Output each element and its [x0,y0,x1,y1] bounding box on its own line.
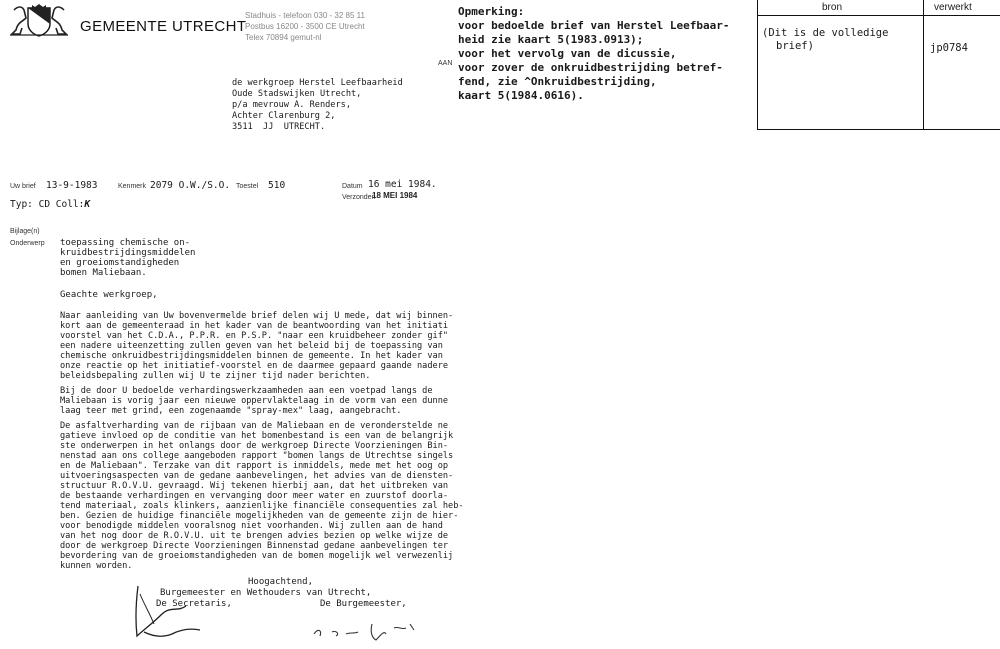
p1-line-2: kort aan de gemeenteraad in het kader van de beantwoording van het initiati [60,321,449,331]
p2-line-2: Maliebaan is vorig jaar een nieuwe oppervlaktelaag in de vorm van een dunne [60,396,449,406]
p3-line-5: en de Maliebaan". Terzake van dit rapport is inmiddels, mede met het oog op [60,461,449,471]
kenmerk-value: 2079 O.W./S.O. [150,180,231,191]
remark-line-6: kaart 5(1984.0616). [458,89,584,102]
archive-table [757,0,1000,130]
salutation: Geachte werkgroep, [60,290,158,300]
closing-secretaris: De Secretaris, [156,599,232,609]
remark-line-4: voor zover de onkruidbestrijding betref- [458,61,723,74]
p1-line-6: onze reactie op het initiatief-voorstel en de daarmee gepaard gaande nadere [60,361,449,371]
remark-line-5: fend, zie ^Onkruidbestrijding, [458,75,657,88]
header-verwerkt: verwerkt [934,2,972,13]
p3-line-8: de bestaande verhardingen en vervanging door meer water en zuurstof doorla- [60,491,449,501]
letterhead-address-1: Stadhuis - telefoon 030 - 32 85 11 [245,11,365,20]
coat-of-arms-logo [10,4,68,38]
typ-mark: K [84,199,91,210]
uw-brief-value: 13-9-1983 [46,180,98,191]
subject-line-4: bomen Maliebaan. [60,268,147,278]
uw-brief-label: Uw brief [10,183,36,190]
closing-burgemeester: De Burgemeester, [320,599,407,609]
remark-line-1: voor bedoelde brief van Herstel Leefbaar- [458,19,730,32]
recipient-line-4: Achter Clarenburg 2, [232,111,336,121]
recipient-line-2: Oude Stadswijken Utrecht, [232,89,362,99]
typ-line [10,199,90,210]
p2-line-3: laag teer met grind, een zogenaamde "spray-mex" laag, aangebracht. [60,406,402,416]
onderwerp-label: Onderwerp [10,240,45,247]
header-bron: bron [822,2,843,13]
bron-line-1: (Dit is de volledige [762,27,889,39]
p3-line-2: gatieve invloed op de conditie van het bomenbestand is een van de belangrijk [60,431,454,441]
p1-line-3: voorstel van het C.D.A., P.P.R. en P.S.P. "naar een kruidbeheer zonder gif" [60,331,449,341]
verzonden-label: Verzonden [342,194,376,201]
datum-value: 16 mei 1984. [368,179,437,190]
toestel-label: Toestel [236,183,259,190]
p3-line-9: tend materiaal, zoals klinkers, aanzienlijke financiële consequenties zal heb- [60,501,464,511]
bron-line-2: brief) [776,40,814,52]
p3-line-15: kunnen worden. [60,561,133,571]
subject-line-3: en groeiomstandigheden [60,258,180,268]
verzonden-stamp: 18 MEI 1984 [372,191,418,200]
p3-line-13: door de werkgroep Directe Voorzieningen Binnenstad gedane aanbevelingen ter [60,541,449,551]
p1-line-1: Naar aanleiding van Uw bovenvermelde brief delen wij U mede, dat wij binnen- [60,311,454,321]
remark-line-2: heid zie kaart 5(1983.0913); [458,33,644,46]
subject-line-2: kruidbestrijdingsmiddelen [60,248,196,258]
aan-label: AAN [438,60,453,67]
p3-line-3: ste onderwerpen in het onlangs door de werkgroep Directe Voorzieningen Bin- [60,441,449,451]
p3-line-12: van het nog door de R.O.V.U. uit te brengen advies bezien op welke wijze de [60,531,449,541]
verwerkt-value: jp0784 [930,42,968,54]
recipient-line-3: p/a mevrouw A. Renders, [232,100,351,110]
p1-line-7: beleidsbepaling zullen wij U te zijner tijd nader berichten. [60,371,371,381]
recipient-line-1: de werkgroep Herstel Leefbaarheid [232,78,403,88]
kenmerk-label: Kenmerk [118,183,147,190]
letterhead-address-3: Telex 70894 gemut-nl [245,33,322,42]
p3-line-1: De asfaltverharding van de rijbaan van de Maliebaan en de veronderstelde ne [60,421,449,431]
closing-greeting: Hoogachtend, [248,577,314,587]
typ-text: Typ: CD Coll: [10,199,85,210]
org-name: GEMEENTE UTRECHT [80,18,247,35]
p3-line-11: voor benodigde middelen vooralsnog niet voorhanden. Wij zullen aan de hand [60,521,443,531]
datum-label: Datum [342,183,363,190]
toestel-value: 510 [268,180,286,191]
p3-line-10: ben. Gezien de huidige financiële mogelijkheden van de gemeente zijn de hier- [60,511,459,521]
recipient-line-5: 3511 JJ UTRECHT. [232,122,326,132]
secretaris-signature [124,584,214,646]
p3-line-7: structuur R.O.V.U. gevraagd. Wij tekenen hierbij aan, dat het uitbreken van [60,481,449,491]
p1-line-4: een nadere uiteenzetting zullen geven van het beleid bij de toepassing van [60,341,443,351]
p2-line-1: Bij de door U bedoelde verhardingswerkzaamheden aan een voetpad langs de [60,386,433,396]
remark-line-3: voor het vervolg van de dicussie, [458,47,677,60]
p3-line-14: bevordering van de groeiomstandigheden van de bomen mogelijk wel verwezenlij [60,551,454,561]
table-divider [923,0,924,130]
p3-line-4: nenstad aan ons college aangeboden rapport "bomen langs de Utrechtse singels [60,451,454,461]
letterhead-address-2: Postbus 16200 - 3500 CE Utrecht [245,22,365,31]
burgemeester-signature [310,616,420,644]
bijlage-label: Bijlage(n) [10,228,40,235]
subject-line-1: toepassing chemische on- [60,238,191,248]
p3-line-6: uitvoeringsaspecten van de gedane aanbevelingen, het advies van de diensten- [60,471,454,481]
remark-heading: Opmerking: [458,5,525,18]
closing-signatory: Burgemeester en Wethouders van Utrecht, [160,588,372,598]
p1-line-5: chemische onkruidbestrijdingsmiddelen binnen de gemeente. In het kader van [60,351,443,361]
